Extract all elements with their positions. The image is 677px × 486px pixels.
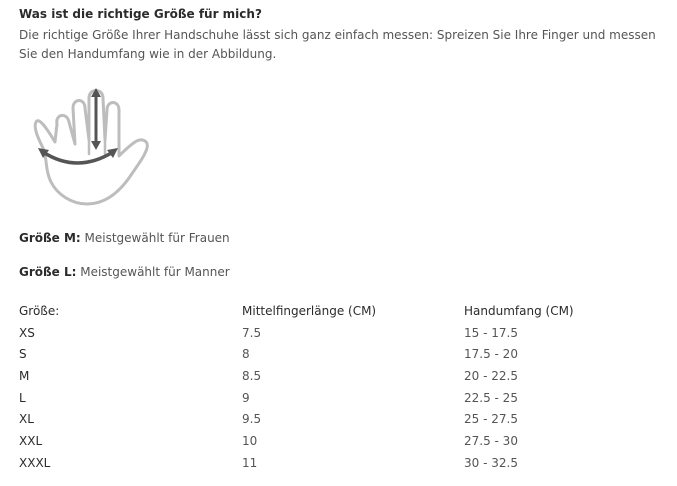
table-row (19, 452, 664, 474)
table-row (19, 322, 664, 344)
size-m-text: Meistgewählt für Frauen (80, 231, 230, 245)
table-header-row (19, 300, 664, 322)
cell-size: XXL (19, 433, 43, 448)
table-row (19, 430, 664, 452)
cell-size: L (19, 390, 26, 405)
size-l-text: Meistgewählt für Manner (76, 265, 230, 279)
cell-size: S (19, 347, 27, 362)
size-m-note (19, 231, 230, 245)
table-row (19, 408, 664, 430)
cell-middle-finger-length: 9.5 (242, 412, 262, 427)
cell-size: M (19, 368, 30, 383)
cell-hand-circumference: 27.5 - 30 (464, 433, 518, 448)
table-row (19, 365, 664, 387)
size-guide-intro: Die richtige Größe Ihrer Handschuhe lässt sich ganz einfach messen: Spreizen Sie Ihre Finger und messen Sie den Handumfang wie in der Abbildung. (19, 28, 656, 61)
cell-hand-circumference: 15 - 17.5 (464, 325, 518, 340)
size-l-note (19, 265, 230, 279)
header-size: Größe: (19, 303, 60, 318)
hand-measurement-icon (19, 80, 154, 208)
size-l-label: Größe L: (19, 265, 77, 279)
size-m-label: Größe M: (19, 231, 81, 245)
cell-hand-circumference: 25 - 27.5 (464, 412, 518, 427)
size-table (19, 300, 664, 474)
header-middle-finger-length: Mittelfingerlänge (CM) (242, 303, 377, 318)
cell-hand-circumference: 22.5 - 25 (464, 390, 518, 405)
table-row (19, 387, 664, 409)
cell-middle-finger-length: 8 (242, 347, 250, 362)
cell-middle-finger-length: 8.5 (242, 368, 262, 383)
size-guide-title: Was ist die richtige Größe für mich? (19, 7, 262, 21)
cell-size: XS (19, 325, 35, 340)
table-row (19, 343, 664, 365)
cell-hand-circumference: 17.5 - 20 (464, 347, 518, 362)
cell-size: XL (19, 412, 34, 427)
header-hand-circumference: Handumfang (CM) (464, 303, 574, 318)
cell-middle-finger-length: 10 (242, 433, 258, 448)
cell-hand-circumference: 30 - 32.5 (464, 455, 518, 470)
cell-middle-finger-length: 9 (242, 390, 250, 405)
cell-size: XXXL (19, 455, 51, 470)
cell-middle-finger-length: 11 (242, 455, 258, 470)
cell-middle-finger-length: 7.5 (242, 325, 262, 340)
cell-hand-circumference: 20 - 22.5 (464, 368, 518, 383)
